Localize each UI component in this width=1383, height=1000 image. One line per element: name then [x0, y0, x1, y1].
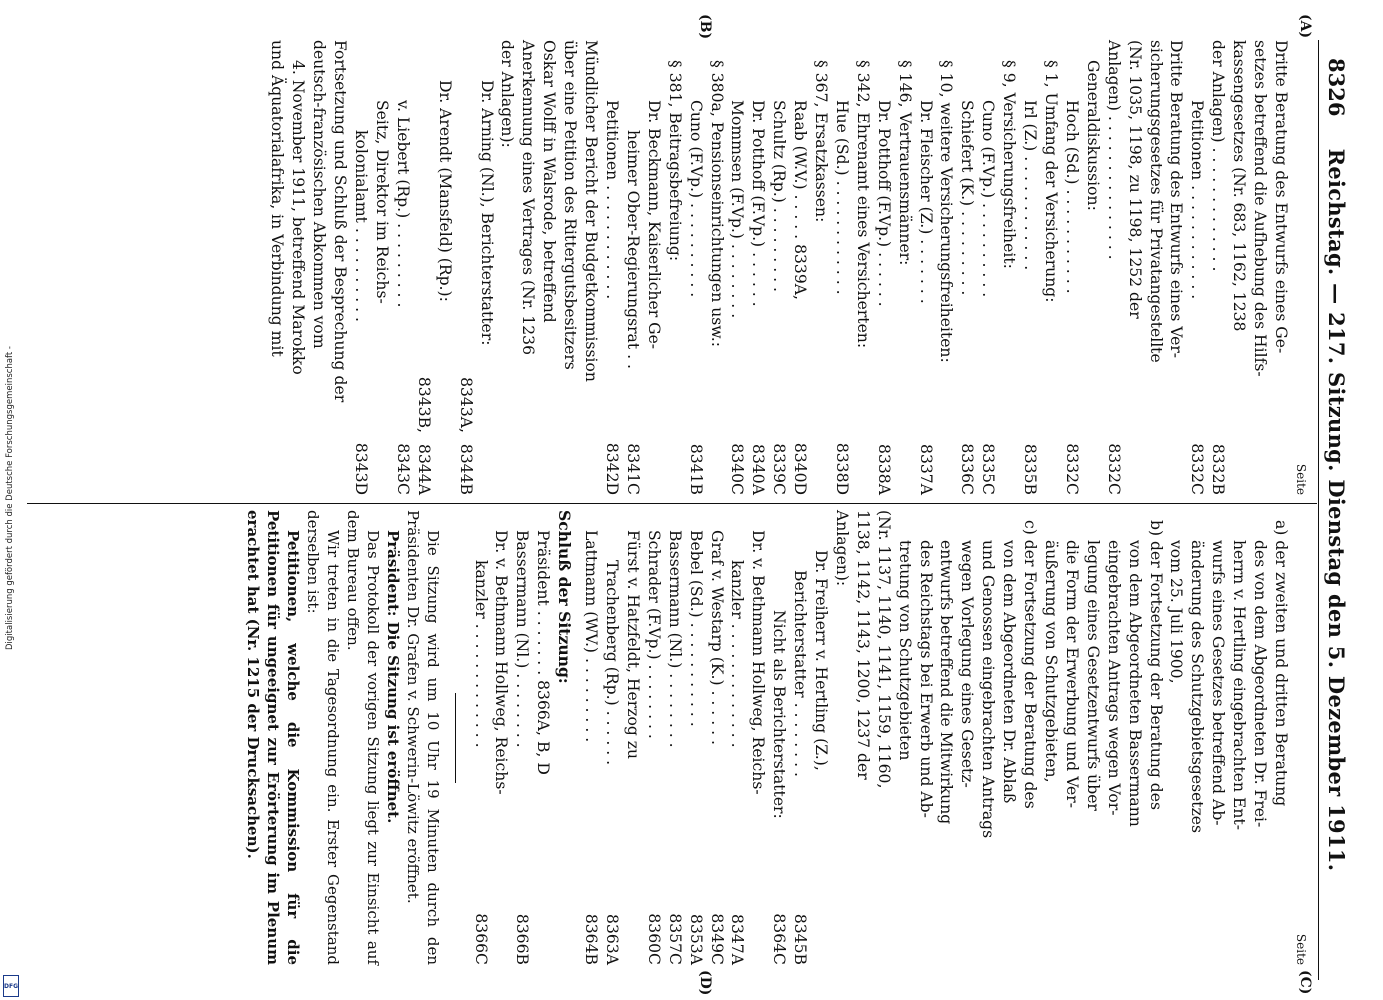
toc-entry: [1124, 40, 1145, 495]
entry-text: Anlagen) . . . . . . . . . . . . . . .: [1104, 40, 1123, 260]
page-reference: 8353A: [686, 914, 705, 965]
page-reference: 8344A: [414, 444, 433, 495]
toc-entry: [1040, 40, 1061, 495]
entry-text: Irl (Z.) . . . . . . . . . . . .: [1021, 100, 1040, 271]
toc-entry: [1186, 40, 1207, 495]
toc-entry: [810, 510, 831, 965]
entry-text: Anlagen):: [832, 510, 851, 587]
page-reference: 8332C: [1104, 443, 1123, 495]
toc-entry: [685, 40, 706, 495]
toc-entry: [685, 510, 706, 965]
toc-entry: [371, 40, 392, 495]
column-divider: [27, 503, 1317, 504]
toc-entry: [1207, 510, 1228, 965]
toc-entry: [622, 40, 643, 495]
entry-text: vom 25. Juli 1900,: [1167, 540, 1186, 684]
entry-text: Graf v. Westarp (K.) . . . . . .: [707, 530, 726, 746]
entry-text: entwurfs betreffend die Mitwirkung: [937, 540, 956, 825]
toc-entry: [455, 40, 476, 495]
toc-entry: [706, 510, 727, 965]
footer-credit: Digitalisierung gefördert durch die Deutsche Forschungsgemeinschaft -: [5, 346, 15, 650]
page-header: [1318, 40, 1353, 980]
toc-entry: [998, 510, 1019, 965]
entry-text: § 9, Versicherungsfreiheit:: [1000, 60, 1019, 269]
entry-text: der Anlagen) . . . . . . . . . . . . .: [1209, 40, 1228, 272]
page-reference: 8340C: [728, 443, 747, 495]
left-column: [267, 40, 1311, 495]
toc-entry: [1040, 510, 1061, 965]
entry-text: Hoch (Sd.) . . . . . . . . . . .: [1062, 100, 1081, 294]
toc-entry: [810, 40, 831, 495]
entry-text: Anerkennung eines Vertrages (Nr. 1236: [519, 40, 538, 355]
margin-mark-a: (A): [1297, 14, 1313, 39]
entry-text: kanzler . . . . . . . . . . . . .: [471, 560, 490, 748]
toc-entry: [1249, 510, 1270, 965]
toc-entry: [1103, 40, 1124, 495]
page-reference: 8349C: [707, 913, 726, 965]
page-reference: 8332C: [1188, 443, 1207, 495]
entry-text: Dr. Potthoff (F.Vp.) . . . . . .: [749, 100, 768, 307]
entry-text: Schultz (Rp.) . . . . . . . . .: [770, 100, 789, 292]
toc-entry: [622, 510, 643, 965]
proceedings-paragraph: Petitionen, welche die Kommission für die Petitionen für ungeeignet zur Erörterung im Plenum erachtet hat (Nr. 1215 der Drucksachen).: [243, 510, 302, 965]
entry-text: Berichterstatter . . . . . . . .: [791, 570, 810, 777]
entry-text: änderung des Schutzgebietsgesetzes: [1188, 540, 1207, 834]
entry-text: 1138, 1142, 1143, 1200, 1237 der: [853, 510, 872, 780]
margin-mark-b: (B): [697, 14, 713, 40]
page-reference: 8339C: [770, 443, 789, 495]
toc-entry: [706, 40, 727, 495]
toc-entry: [476, 40, 497, 495]
toc-entry: [1270, 40, 1291, 495]
page-reference: 8364C: [770, 913, 789, 965]
entry-text: Dr. Potthoff (F.Vp.) . . . . . .: [874, 100, 893, 307]
entry-text: 8343A,: [456, 377, 475, 433]
entry-text: Schluß der Sitzung:: [555, 510, 575, 684]
toc-entry: [852, 510, 873, 965]
page-reference: 8332C: [1062, 443, 1081, 495]
proceedings-paragraph: Das Protokoll der vorigen Sitzung liegt zur Einsicht auf dem Bureau offen.: [343, 510, 382, 965]
toc-entry: [1207, 40, 1228, 495]
seite-label: Seite: [1294, 933, 1308, 965]
toc-entry: [894, 40, 915, 495]
entry-text: von dem Abgeordneten Bassermann: [1125, 540, 1144, 827]
toc-entry: [580, 40, 601, 495]
toc-entry: [873, 40, 894, 495]
toc-entry: [601, 40, 622, 495]
toc-entry: [789, 40, 810, 495]
page-reference: 8338D: [832, 442, 851, 495]
toc-entry: [538, 40, 559, 495]
entry-text: und Äquatorialafrika, in Verbindung mit: [268, 40, 287, 357]
proceedings-paragraph: Die Sitzung wird um 10 Uhr 19 Minuten durch den Präsidenten Dr. Grafen v. Schwerin-Löwitz eröffnet.: [403, 510, 442, 965]
entry-text: wurfs eines Gesetzes betreffend Ab-: [1209, 540, 1228, 826]
page-reference: 8340D: [791, 442, 810, 495]
right-column: [243, 510, 1311, 965]
toc-entry: [727, 510, 748, 965]
toc-entry: [1270, 510, 1291, 965]
entry-text: § 381, Beitragsbefreiung:: [665, 60, 684, 262]
toc-entry: [491, 510, 512, 965]
toc-entry: [1103, 510, 1124, 965]
toc-entry: [957, 40, 978, 495]
toc-entry: [643, 510, 664, 965]
toc-entry: [1145, 510, 1166, 965]
toc-entry: [957, 510, 978, 965]
entry-text: Mündlicher Bericht der Budgetkommission: [582, 40, 601, 382]
entry-text: die Form der Erwerbung und Ver-: [1062, 540, 1081, 809]
entry-text: Raab (W.V.) . . . . . 8339A,: [791, 100, 810, 300]
page-reference: 8366B: [513, 913, 532, 965]
page-reference: 8335C: [979, 443, 998, 495]
entry-text: Dritte Beratung des Entwurfs eines Ge-: [1272, 40, 1290, 354]
entry-text: Cuno (F.Vp.) . . . . . . . . . .: [979, 100, 998, 298]
toc-entry: [1228, 510, 1249, 965]
entry-text: Lattmann (WV.) . . . . . . . . .: [582, 530, 601, 743]
entry-text: Präsident . . . . . . . 8366A, B, D: [534, 530, 553, 775]
toc-entry: [873, 510, 894, 965]
entry-text: Dr. Arendt (Mansfeld) (Rp.):: [435, 80, 454, 302]
entry-text: sicherungsgesetzes für Privatangestellte: [1146, 40, 1165, 363]
entry-text: § 380a, Pensionseinrichtungen usw.:: [707, 60, 726, 348]
entry-text: Nicht als Berichterstatter:: [770, 610, 789, 819]
toc-entry: [392, 40, 413, 495]
toc-entry: [288, 40, 309, 495]
document-page: [23, 14, 1353, 996]
toc-entry: [1186, 510, 1207, 965]
entry-text: Generaldiskussion:: [1083, 60, 1102, 211]
page-reference: 8342D: [603, 442, 621, 495]
toc-entry: [936, 40, 957, 495]
entry-text: über eine Petition des Rittergutsbesitzers: [561, 40, 580, 370]
toc-entry: [789, 510, 810, 965]
toc-entry: [1019, 40, 1040, 495]
entry-text: Schrader (F.Vp.) . . . . . . . .: [644, 530, 663, 739]
page-reference: 8340A: [749, 444, 768, 495]
toc-entry: [1228, 40, 1249, 495]
entry-text: tretung von Schutzgebieten: [895, 540, 914, 761]
toc-entry: [1166, 510, 1187, 965]
entry-text: des Reichstags bei Erwerb und Ab-: [916, 540, 935, 818]
margin-mark-c: (C): [1297, 970, 1313, 995]
toc-entry: [1145, 40, 1166, 495]
page-reference: 8357C: [665, 913, 684, 965]
entry-text: eingebrachten Antrags wegen Vor-: [1104, 540, 1123, 816]
entry-text: Schiefert (K.) . . . . . . . . .: [958, 100, 977, 296]
entry-text: Dr. Fleischer (Z.) . . . . . . .: [916, 100, 935, 304]
entry-text: heimer Ober-Regierungsrat . .: [623, 130, 642, 369]
toc-entry: [559, 40, 580, 495]
entry-text: Fortsetzung und Schluß der Besprechung der: [331, 40, 350, 403]
toc-entry: [1124, 510, 1145, 965]
toc-entry: [434, 40, 455, 495]
entry-text: § 146, Vertrauensmänner:: [895, 60, 914, 266]
toc-entry: [998, 40, 1019, 495]
page-reference: 8338A: [874, 444, 893, 495]
entry-text: (Nr. 1137, 1140, 1141, 1159, 1160,: [874, 510, 893, 789]
toc-entry: [977, 40, 998, 495]
entry-text: Cuno (F.Vp.) . . . . . . . . . .: [686, 100, 705, 298]
entry-text: 4. November 1911, betreffend Marokko: [289, 60, 308, 375]
entry-text: Bebel (Sd.) . . . . . . . . . . .: [686, 530, 705, 727]
toc-entry: [329, 40, 350, 495]
entry-text: legung eines Gesetzentwurfs über: [1083, 540, 1102, 811]
entry-text: herrn v. Hertling eingebrachten Ent-: [1230, 540, 1249, 830]
toc-entry: [768, 40, 789, 495]
toc-entry: [1061, 510, 1082, 965]
toc-entry: [768, 510, 789, 965]
page-reference: 8347A: [728, 914, 747, 965]
proceedings-paragraph: Präsident: Die Sitzung ist eröffnet.: [383, 530, 402, 824]
toc-entry: [517, 40, 538, 495]
toc-entry: [1082, 40, 1103, 495]
page-reference: 8363A: [603, 914, 621, 965]
entry-text: deutsch-französischen Abkommen vom: [310, 40, 329, 349]
entry-text: (Nr. 1035, 1198, zu 1198, 1252 der: [1125, 40, 1144, 319]
toc-entry: [553, 510, 574, 965]
page-reference: 8335B: [1021, 443, 1040, 495]
entry-text: § 367, Ersatzkassen:: [812, 60, 831, 223]
entry-text: Dr. Arning (Nl.), Berichterstatter:: [477, 80, 496, 346]
page-reference: 8344B: [456, 443, 475, 495]
toc-entry: [977, 510, 998, 965]
entry-text: von dem Abgeordneten Dr. Ablaß: [1000, 540, 1019, 804]
page-number: 8326: [1324, 58, 1349, 117]
entry-text: und Genossen eingebrachten Antrags: [979, 540, 998, 839]
page-reference: 8341C: [623, 443, 642, 495]
toc-entry: [497, 40, 518, 495]
toc-entry: [831, 40, 852, 495]
page-reference: 8343D: [352, 442, 371, 495]
section-rule: [455, 693, 456, 783]
entry-text: Oskar Wolff in Walsrode, betreffend: [540, 40, 559, 323]
entry-text: Dr. v. Bethmann Hollweg, Reichs-: [749, 530, 768, 795]
dfg-logo: DFG: [3, 975, 19, 997]
entry-text: Dr. v. Bethmann Hollweg, Reichs-: [492, 530, 511, 795]
entry-text: des von dem Abgeordneten Dr. Frei-: [1251, 540, 1270, 828]
entry-text: § 1, Umfang der Versicherung:: [1042, 60, 1061, 303]
page-reference: 8345B: [791, 913, 810, 965]
toc-entry: [747, 510, 768, 965]
entry-text: Mommsen (F.Vp.) . . . . . . . .: [728, 100, 747, 319]
page-reference: 8343C: [393, 443, 412, 495]
toc-entry: [643, 40, 664, 495]
toc-entry: [1249, 40, 1270, 495]
toc-entry: [852, 40, 873, 495]
entry-text: setzes betreffend die Aufhebung des Hilfs-: [1251, 40, 1270, 377]
toc-entry: [580, 510, 601, 965]
toc-entry: [915, 40, 936, 495]
entry-text: Petitionen . . . . . . . . . . . .: [1188, 100, 1207, 300]
page-reference: 8364B: [582, 913, 601, 965]
page-reference: 8341B: [686, 443, 705, 495]
entry-text: kassengesetzes (Nr. 683, 1162, 1238: [1230, 40, 1249, 332]
seite-label: Seite: [1294, 463, 1308, 495]
entry-text: Fürst v. Hatzfeldt, Herzog zu: [623, 530, 642, 760]
margin-mark-d: (D): [697, 970, 713, 996]
toc-entry: [1082, 510, 1103, 965]
entry-text: Dr. Beckmann, Kaiserlicher Ge-: [644, 100, 663, 350]
page-reference: 8332B: [1209, 443, 1228, 495]
toc-entry: [1061, 40, 1082, 495]
toc-entry: [831, 510, 852, 965]
toc-entry: [601, 510, 622, 965]
entry-text: wegen Vorlegung eines Gesetz-: [958, 540, 977, 788]
entry-text: äußerung von Schutzgebieten,: [1042, 540, 1061, 783]
page-reference: 8337A: [916, 444, 935, 495]
toc-entry: [664, 40, 685, 495]
toc-entry: [664, 510, 685, 965]
toc-entry: [915, 510, 936, 965]
entry-text: Hue (Sd.) . . . . . . . . . . . .: [832, 100, 851, 295]
entry-text: § 10, weitere Versicherungsfreiheiten:: [937, 60, 956, 363]
entry-text: Dr. Freiherr v. Hertling (Z.),: [812, 550, 831, 771]
entry-text: der Anlagen):: [498, 40, 517, 148]
toc-entry: [350, 40, 371, 495]
entry-text: Bassermann (Nl.) . . . . . . . .: [665, 530, 684, 748]
entry-text: a) der zweiten und dritten Beratung: [1272, 520, 1290, 807]
toc-entry: [747, 40, 768, 495]
toc-entry: [727, 40, 748, 495]
toc-entry: [894, 510, 915, 965]
entry-text: Petitionen . . . . . . . . . . . .: [603, 100, 621, 300]
entry-text: § 342, Ehrenamt eines Versicherten:: [853, 60, 872, 349]
entry-text: b) der Fortsetzung der Beratung des: [1146, 520, 1165, 811]
entry-text: kanzler . . . . . . . . . . . . .: [728, 560, 747, 748]
page-reference: 8360C: [644, 913, 663, 965]
entry-text: Bassermann (Nl.) . . . . . . . .: [513, 530, 532, 748]
page-title: Reichstag. — 217. Sitzung. Dienstag den 5. Dezember 1911.: [1324, 148, 1349, 872]
toc-entry: [413, 40, 434, 495]
entry-text: Dritte Beratung des Entwurfs eines Ver-: [1167, 40, 1186, 359]
entry-text: v. Liebert (Rp.) . . . . . . . . .: [393, 100, 412, 308]
toc-entry: [1166, 40, 1187, 495]
toc-entry: [267, 40, 288, 495]
page-reference: 8366C: [471, 913, 490, 965]
entry-text: Seitz, Direktor im Reichs-: [373, 100, 392, 304]
proceedings-paragraph: Wir treten in die Tagesordnung ein. Erster Gegenstand derselben ist:: [303, 510, 342, 965]
toc-entry: [1019, 510, 1040, 965]
toc-entry: [511, 510, 532, 965]
entry-text: 8343B,: [414, 376, 433, 433]
entry-text: kolonialamt . . . . . . . . . .: [352, 130, 371, 323]
page-reference: 8336C: [958, 443, 977, 495]
toc-entry: [470, 510, 491, 965]
entry-text: Trachenberg (Rp.) . . . . . .: [603, 560, 621, 766]
toc-entry: [308, 40, 329, 495]
toc-entry: [532, 510, 553, 965]
toc-entry: [936, 510, 957, 965]
entry-text: c) der Fortsetzung der Beratung des: [1021, 520, 1040, 809]
